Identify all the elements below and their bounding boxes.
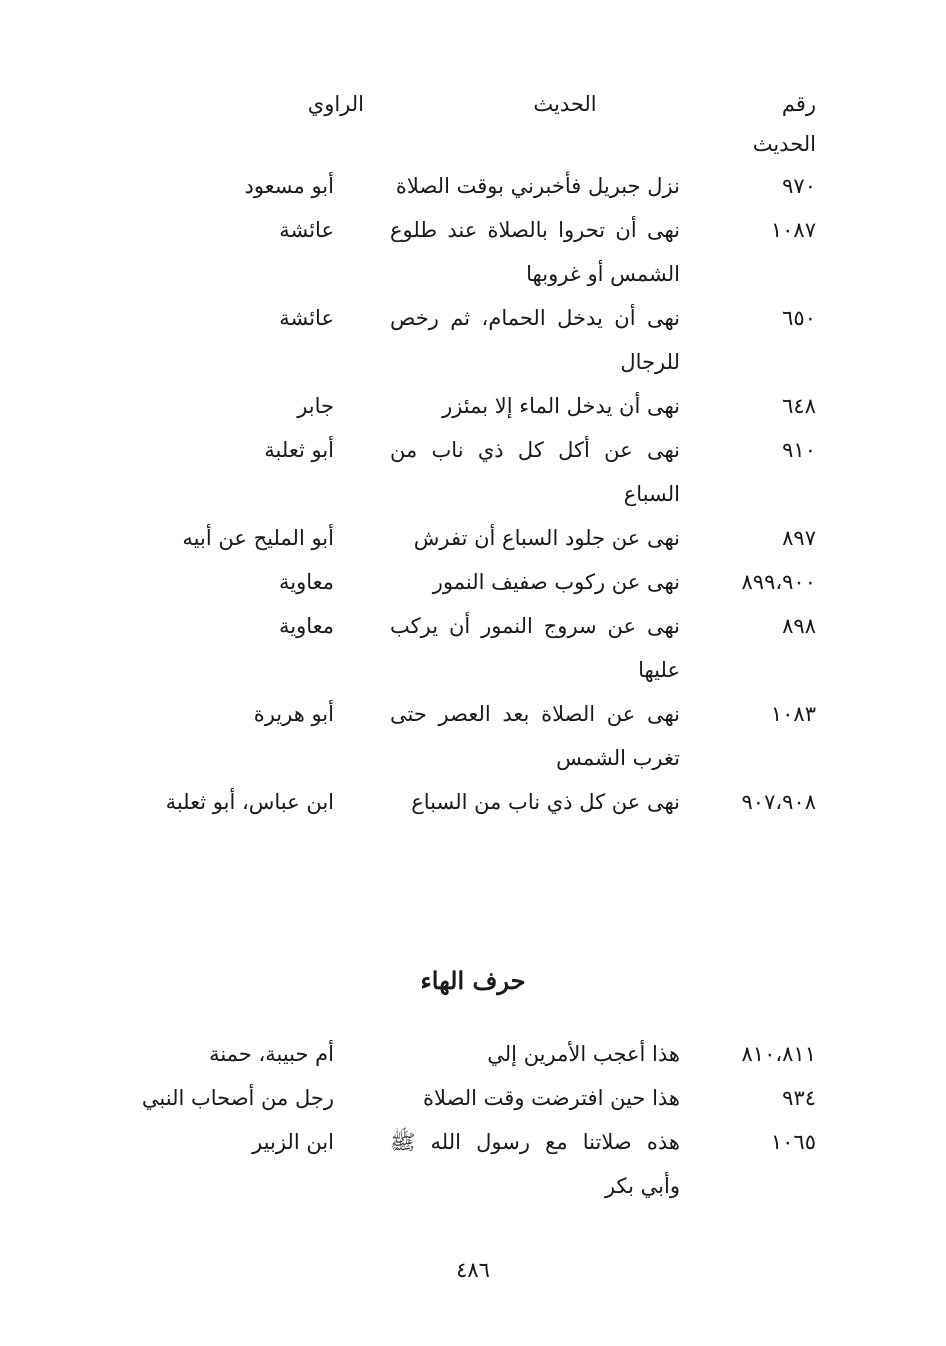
hadith-number: ٩٠٧،٩٠٨: [741, 790, 816, 814]
hadith-text: نهى أن يدخل الماء إلا بمئزر: [442, 394, 680, 418]
table-row: [116, 692, 816, 780]
hadith-narrator: معاوية: [278, 614, 334, 638]
hadith-text: نهى أن يدخل الحمام، ثم رخص للرجال: [390, 306, 680, 374]
table-row: [116, 1120, 816, 1208]
hadith-text: هذا أعجب الأمرين إلي: [487, 1042, 680, 1066]
hadith-narrator: ابن الزبير: [252, 1130, 334, 1154]
hadith-number: ٩١٠: [782, 438, 816, 462]
hadith-number: ٩٧٠: [782, 174, 816, 198]
hadith-narrator: أبو هريرة: [253, 702, 334, 726]
hadith-number: ٨٩٨: [782, 614, 816, 638]
hadith-number: ٦٥٠: [782, 306, 816, 330]
table-row: [116, 560, 816, 604]
hadith-narrator: أبو مسعود: [244, 174, 334, 198]
table-row: [116, 384, 816, 428]
hadith-narrator: عائشة: [279, 306, 334, 330]
hadith-text: نهى أن تحروا بالصلاة عند طلوع الشمس أو غروبها: [390, 218, 680, 286]
hadith-index-table-haa: [116, 1032, 816, 1208]
hadith-text: نهى عن سروج النمور أن يركب عليها: [390, 614, 680, 682]
hadith-narrator: عائشة: [279, 218, 334, 242]
table-header: [116, 82, 816, 164]
hadith-number: ٨٩٩،٩٠٠: [741, 570, 816, 594]
section-title: حرف الهاء: [420, 966, 526, 995]
hadith-number: ١٠٦٥: [770, 1130, 816, 1154]
hadith-number: ٦٤٨: [782, 394, 816, 418]
hadith-text: هذه صلاتنا مع رسول الله ﷺ وأبي بكر: [390, 1130, 680, 1198]
hadith-narrator: أم حبيبة، حمنة: [209, 1042, 334, 1066]
table-row: [116, 428, 816, 516]
table-row: [116, 516, 816, 560]
hadith-text: نهى عن جلود السباع أن تفرش: [413, 526, 680, 550]
table-row: [116, 780, 816, 824]
page-number: ٤٨٦: [456, 1258, 490, 1282]
hadith-narrator: معاوية: [278, 570, 334, 594]
hadith-text: نزل جبريل فأخبرني بوقت الصلاة: [395, 174, 680, 198]
hadith-text: نهى عن الصلاة بعد العصر حتى تغرب الشمس: [390, 702, 680, 770]
header-rawi: الراوي: [307, 92, 364, 116]
hadith-narrator: أبو ثعلبة: [264, 438, 334, 462]
hadith-text: نهى عن أكل كل ذي ناب من السباع: [390, 438, 680, 506]
table-row: [116, 296, 816, 384]
hadith-text: نهى عن كل ذي ناب من السباع: [411, 790, 680, 814]
hadith-text: نهى عن ركوب صفيف النمور: [432, 570, 680, 594]
hadith-number: ٩٣٤: [782, 1086, 816, 1110]
table-row: [116, 604, 816, 692]
hadith-index-table: [116, 82, 816, 824]
hadith-narrator: أبو المليح عن أبيه: [182, 526, 334, 550]
table-row: [116, 208, 816, 296]
header-number: رقم الحديث: [752, 92, 816, 156]
hadith-narrator: ابن عباس، أبو ثعلبة: [165, 790, 334, 814]
hadith-number: ١٠٨٧: [770, 218, 816, 242]
hadith-text: هذا حين افترضت وقت الصلاة: [423, 1086, 680, 1110]
hadith-number: ١٠٨٣: [770, 702, 816, 726]
hadith-number: ٨١٠،٨١١: [741, 1042, 816, 1066]
table-row: [116, 164, 816, 208]
hadith-narrator: رجل من أصحاب النبي: [141, 1086, 334, 1110]
table-row: [116, 1076, 816, 1120]
header-hadith: الحديث: [533, 92, 597, 116]
hadith-number: ٨٩٧: [782, 526, 816, 550]
table-row: [116, 1032, 816, 1076]
hadith-narrator: جابر: [297, 394, 334, 418]
